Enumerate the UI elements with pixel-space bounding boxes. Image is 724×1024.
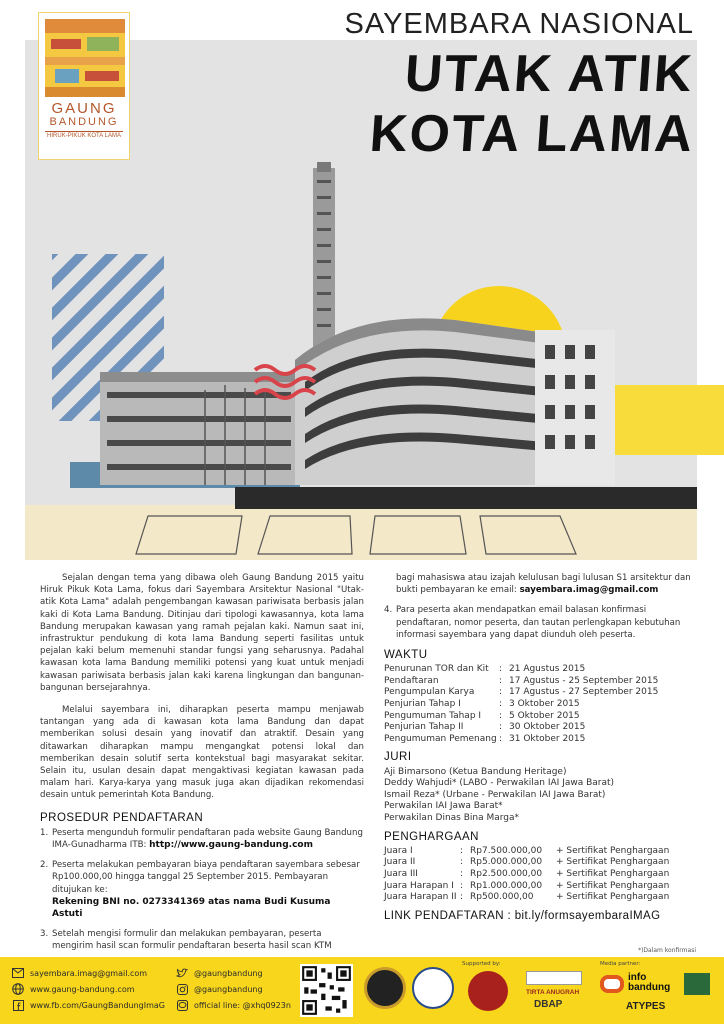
prosedur-step-1 xyxy=(40,827,364,851)
award-amount: Rp2.500.000,00 xyxy=(470,868,543,879)
atypes-logo: ATYPES xyxy=(626,1001,666,1012)
award-amount: Rp500.000,00 xyxy=(470,892,534,903)
registration-link-url[interactable]: bit.ly/formsayembaraIMAG xyxy=(514,909,661,922)
footer-instagram-text: @gaungbandung xyxy=(194,984,263,994)
award-extra: + Sertifikat Penghargaan xyxy=(556,868,670,879)
step-text: Para peserta akan mendapatkan email balasan konfirmasi pendaftaran, nomor peserta, dan tautan perlengkapan kebutuhan informasi sayembara yang dapat diunduh oleh peserta. xyxy=(396,605,681,640)
award-separator: : xyxy=(460,857,464,868)
award-label: Juara Harapan II xyxy=(384,892,457,903)
info-bandung-icon xyxy=(600,975,624,993)
footer-line[interactable] xyxy=(176,999,291,1011)
footer-website-text: www.gaung-bandung.com xyxy=(30,984,135,994)
step-text: Peserta mengunduh formulir pendaftaran pada website Gaung Bandung IMA-Gunadharma ITB: xyxy=(52,827,363,851)
logo-pattern xyxy=(45,19,125,97)
award-label: Juara Harapan I xyxy=(384,880,454,891)
juri-member: Deddy Wahjudi* (LABO - Perwakilan IAI Jawa Barat) xyxy=(384,778,615,789)
submission-email[interactable]: sayembara.imag@gmail.com xyxy=(519,585,659,596)
award-extra: + Sertifikat Penghargaan xyxy=(556,880,670,891)
footer-email-text: sayembara.imag@gmail.com xyxy=(30,968,148,978)
info-bandung-word-2: bandung xyxy=(628,982,671,993)
award-row xyxy=(384,881,669,893)
waktu-separator: : xyxy=(499,722,503,733)
line-app-icon xyxy=(176,999,188,1011)
waktu-value: 3 Oktober 2015 xyxy=(509,699,580,709)
step-number: 4. xyxy=(384,605,393,616)
prosedur-step-4 xyxy=(384,604,702,641)
waktu-label: Penurunan TOR dan Kit xyxy=(384,664,489,675)
headline-line-2: KOTA LAMA xyxy=(367,105,697,163)
waktu-label: Penjurian Tahap II xyxy=(384,722,464,733)
confirmation-note: *)Dalam konfirmasi xyxy=(638,947,696,954)
registration-link xyxy=(384,910,702,922)
waktu-separator: : xyxy=(499,733,503,744)
waktu-label: Pengumuman Tahap I xyxy=(384,710,482,721)
penghargaan-title: PENGHARGAAN xyxy=(384,830,479,843)
juri-member: Perwakilan IAI Jawa Barat* xyxy=(384,801,503,812)
prosedur-step-3 xyxy=(40,928,364,952)
waktu-label: Penjurian Tahap I xyxy=(384,699,461,709)
ima-gunadharma-emblem xyxy=(364,967,406,1009)
registration-link-label: LINK PENDAFTARAN : xyxy=(384,909,512,922)
juri-member: Perwakilan Dinas Bina Marga* xyxy=(384,812,520,823)
qr-code[interactable] xyxy=(300,964,353,1017)
award-separator: : xyxy=(460,845,464,856)
waktu-separator: : xyxy=(499,699,503,709)
footer-facebook-text: www.fb.com/GaungBandungImaG xyxy=(30,1000,165,1010)
award-separator: : xyxy=(460,868,464,879)
waktu-table xyxy=(384,664,658,745)
waktu-value: 17 Agustus - 27 September 2015 xyxy=(509,687,659,698)
waktu-row xyxy=(384,687,658,699)
twitter-icon xyxy=(176,967,188,979)
waktu-title: WAKTU xyxy=(384,649,428,662)
waktu-label: Pengumuman Pemenang xyxy=(384,733,497,744)
intro-paragraph-2: Melalui sayembara ini, diharapkan peserta mampu menjawab tantangan yang ada di kawasan kota lama Bandung dan dapat memberikan solusi desain yang inovatif dan atraktif. Desain yang ditawarkan diharapkan mampu mengangkat potensi lokal dan memberikan desain solutif serta kontekstual bagi masyarakat sekitar. Selain itu, usulan desain dapat mengaktivasi kegiatan kawasan pada malam hari. Karya-karya yang masuk juga akan dijadikan rekomendasi desain untuk pemerintah Kota Bandung. xyxy=(40,705,364,801)
waktu-value: 17 Agustus - 25 September 2015 xyxy=(509,675,659,686)
waktu-separator: : xyxy=(499,675,503,686)
waktu-row xyxy=(384,664,658,676)
dbap-logo: DBAP xyxy=(534,999,563,1010)
instagram-icon xyxy=(176,983,188,995)
footer-twitter-text: @gaungbandung xyxy=(194,968,263,978)
step-text: Setelah mengisi formulir dan melakukan pembayaran, peserta mengirim hasil scan formulir pendaftaran beserta hasil scan KTM xyxy=(52,929,332,952)
media-partner-label: Media partner: xyxy=(600,961,641,967)
waktu-label: Pendaftaran xyxy=(384,675,439,686)
footer-line-text: official line: @xhq0923n xyxy=(194,1000,291,1010)
prosedur-steps xyxy=(40,827,364,953)
mail-icon xyxy=(12,967,24,979)
award-label: Juara II xyxy=(384,857,416,868)
penghargaan-table xyxy=(384,846,669,904)
award-label: Juara III xyxy=(384,868,418,879)
waktu-row xyxy=(384,711,658,723)
step-number: 3. xyxy=(40,929,49,940)
award-extra: + Sertifikat Penghargaan xyxy=(556,892,670,903)
award-row xyxy=(384,846,669,858)
prosedur-step-2 xyxy=(40,859,364,920)
waktu-value: 31 Oktober 2015 xyxy=(509,733,586,744)
facebook-icon xyxy=(12,999,24,1011)
award-label: Juara I xyxy=(384,845,413,856)
award-extra: + Sertifikat Penghargaan xyxy=(556,857,670,868)
prosedur-step-3-continued xyxy=(384,572,702,596)
waktu-value: 30 Oktober 2015 xyxy=(509,722,586,733)
award-separator: : xyxy=(460,880,464,891)
waktu-separator: : xyxy=(499,710,503,721)
footer-facebook[interactable] xyxy=(12,999,165,1011)
gaung-bandung-logo xyxy=(38,12,130,160)
prosedur-title: PROSEDUR PENDAFTARAN xyxy=(40,811,204,824)
award-row xyxy=(384,892,669,904)
info-bandung-word-1: info xyxy=(628,972,647,983)
waktu-row xyxy=(384,699,658,711)
award-amount: Rp1.000.000,00 xyxy=(470,880,543,891)
tirta-anugrah-logo: TIRTA ANUGRAH xyxy=(526,989,580,996)
footer-instagram[interactable] xyxy=(176,983,263,995)
logo-subname: BANDUNG xyxy=(49,116,119,128)
prosedur-steps-continued xyxy=(384,604,702,641)
award-amount: Rp5.000.000,00 xyxy=(470,857,543,868)
waktu-label: Pengumpulan Karya xyxy=(384,687,475,698)
building-illustration xyxy=(95,160,630,500)
juri-list xyxy=(384,767,702,825)
left-column xyxy=(40,572,364,961)
bank-account: Rekening BNI no. 0273341369 atas nama Budi Kusuma Astuti xyxy=(52,896,331,920)
waktu-separator: : xyxy=(499,664,503,675)
waktu-row xyxy=(384,722,658,734)
waktu-row xyxy=(384,734,658,746)
juri-title: JURI xyxy=(384,751,412,764)
footer-twitter[interactable] xyxy=(176,967,263,979)
waktu-separator: : xyxy=(499,687,503,698)
header-kicker: SAYEMBARA NASIONAL xyxy=(344,8,694,40)
waktu-value: 21 Agustus 2015 xyxy=(509,664,586,675)
globe-icon xyxy=(12,983,24,995)
website-link[interactable]: http://www.gaung-bandung.com xyxy=(149,840,313,851)
step-number: 2. xyxy=(40,860,49,871)
right-column xyxy=(384,572,702,922)
ground-outline-shapes xyxy=(130,514,630,560)
ground-strip xyxy=(235,487,697,509)
step-text: Peserta melakukan pembayaran biaya pendaftaran sayembara sebesar Rp100.000,00 hingga tanggal 25 September 2015. Pembayaran ditujukan ke: xyxy=(52,860,360,895)
footer-bar xyxy=(0,957,724,1024)
step-text-continued: bagi mahasiswa atau izajah kelulusan bagi lulusan S1 arsitektur dan bukti pembayaran ke email: xyxy=(396,573,691,596)
itb-emblem xyxy=(412,967,454,1009)
award-separator: : xyxy=(460,892,464,903)
pemkot-bandung-logo xyxy=(526,971,582,985)
waktu-row xyxy=(384,676,658,688)
award-row xyxy=(384,869,669,881)
award-row xyxy=(384,857,669,869)
footer-website[interactable] xyxy=(12,983,135,995)
award-extra: + Sertifikat Penghargaan xyxy=(556,845,670,856)
juri-member: Aji Bimarsono (Ketua Bandung Heritage) xyxy=(384,766,567,777)
headline-line-1: UTAK ATIK xyxy=(403,45,697,103)
supported-by-label: Supported by: xyxy=(462,961,501,967)
award-amount: Rp7.500.000,00 xyxy=(470,845,543,856)
intro-paragraph-1: Sejalan dengan tema yang dibawa oleh Gaung Bandung 2015 yaitu Hiruk Pikuk Kota Lama, fokus dari Sayembara Arsitektur Nasional "Utak-atik Kota Lama" adalah pengembangan kawasan pariwisata berbasis jalan kaki di Kota Lama Bandung. Ditinjau dari tipologi kawasannya, kota lama Bandung merupakan kawasan yang ramah pejalan kaki. Namun saat ini, infrastruktur pendukung di kota lama Bandung seperti fasilitas untuk pejalan kaki belum memenuhi standar fungsi yang seharusnya. Padahal kawasan kota lama Bandung memiliki potensi yang kuat untuk menjadi kawasan pariwisata berbasis jalan kaki karena lingkungan dan bangunan-bangunan bersejarahnya. xyxy=(40,573,364,693)
waktu-value: 5 Oktober 2015 xyxy=(509,710,580,721)
juri-member: Ismail Reza* (Urbane - Perwakilan IAI Jawa Barat) xyxy=(384,789,606,800)
footer-email[interactable] xyxy=(12,967,147,979)
logo-name: GAUNG xyxy=(51,100,117,117)
step-number: 1. xyxy=(40,827,49,838)
logo-tagline: HIRUK-PIKUK KOTA LAMA xyxy=(45,131,123,139)
partner-pattern-logo xyxy=(684,973,710,995)
iai-emblem xyxy=(468,971,508,1011)
